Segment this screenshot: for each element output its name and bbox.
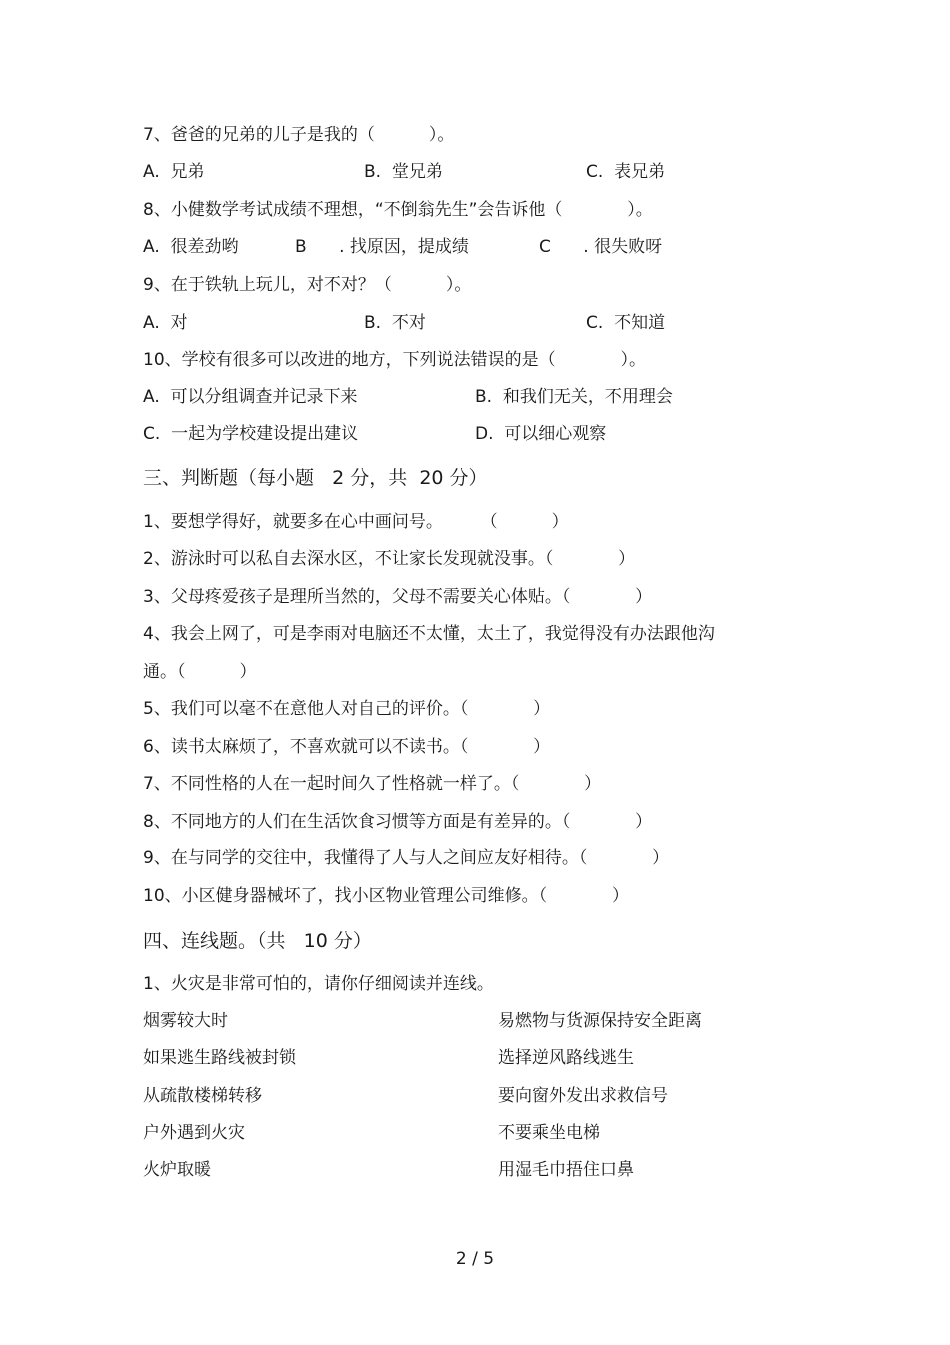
match-right-item: 不要乘坐电梯 (498, 1123, 600, 1143)
judgment-item: 8、不同地方的人们在生活饮食习惯等方面是有差异的。（ ） (143, 812, 653, 832)
q9-option-a: A. 对 (143, 313, 188, 333)
judgment-item: 6、读书太麻烦了，不喜欢就可以不读书。（ ） (143, 737, 551, 757)
match-left-item: 从疏散楼梯转移 (143, 1086, 262, 1106)
question-8: 8、小健数学考试成绩不理想，“不倒翁先生”会告诉他（ ）。 (143, 200, 653, 220)
q8-option-b: B . 找原因，提成绩 (295, 237, 469, 257)
judgment-item: 10、小区健身器械坏了，找小区物业管理公司维修。（ ） (143, 886, 629, 906)
q8-option-c: C . 很失败呀 (539, 237, 663, 257)
q7-option-c: C. 表兄弟 (586, 162, 666, 182)
question-7: 7、爸爸的兄弟的儿子是我的（ ）。 (143, 125, 455, 145)
q10-option-b: B. 和我们无关，不用理会 (475, 387, 673, 407)
judgment-item: 5、我们可以毫不在意他人对自己的评价。（ ） (143, 699, 551, 719)
match-right-item: 易燃物与货源保持安全距离 (498, 1011, 702, 1031)
judgment-item: 9、在与同学的交往中，我懂得了人与人之间应友好相待。（ ） (143, 848, 670, 868)
q7-option-a: A. 兄弟 (143, 162, 205, 182)
page-number: 2 / 5 (455, 1249, 495, 1269)
q9-option-c: C. 不知道 (586, 313, 666, 333)
section-3-title: 三、判断题（每小题 2 分，共 20 分） (143, 467, 488, 489)
judgment-item: 7、不同性格的人在一起时间久了性格就一样了。（ ） (143, 774, 602, 794)
matching-question: 1、火灾是非常可怕的，请你仔细阅读并连线。 (143, 974, 494, 994)
match-right-item: 选择逆风路线逃生 (498, 1048, 634, 1068)
q9-option-b: B. 不对 (364, 313, 426, 333)
q7-option-b: B. 堂兄弟 (364, 162, 443, 182)
match-left-item: 火炉取暖 (143, 1160, 211, 1180)
question-9: 9、在于铁轨上玩儿，对不对？（ ）。 (143, 275, 472, 295)
q10-option-a: A. 可以分组调查并记录下来 (143, 387, 358, 407)
judgment-item: 4、我会上网了，可是李雨对电脑还不太懂，太土了，我觉得没有办法跟他沟 (143, 624, 715, 644)
match-left-item: 烟雾较大时 (143, 1011, 228, 1031)
q10-option-d: D. 可以细心观察 (475, 424, 607, 444)
match-right-item: 要向窗外发出求救信号 (498, 1086, 668, 1106)
q8-option-a: A. 很差劲哟 (143, 237, 239, 257)
question-10: 10、学校有很多可以改进的地方，下列说法错误的是（ ）。 (143, 350, 646, 370)
judgment-item: 2、游泳时可以私自去深水区，不让家长发现就没事。（ ） (143, 549, 636, 569)
match-left-item: 如果逃生路线被封锁 (143, 1048, 296, 1068)
judgment-item: 1、要想学得好，就要多在心中画问号。 （ ） (143, 512, 569, 532)
judgment-item-continued: 通。（ ） (143, 662, 257, 682)
q10-option-c: C. 一起为学校建设提出建议 (143, 424, 359, 444)
match-left-item: 户外遇到火灾 (143, 1123, 245, 1143)
section-4-title: 四、连线题。（共 10 分） (143, 930, 372, 952)
judgment-item: 3、父母疼爱孩子是理所当然的，父母不需要关心体贴。（ ） (143, 587, 653, 607)
match-right-item: 用湿毛巾捂住口鼻 (498, 1160, 634, 1180)
